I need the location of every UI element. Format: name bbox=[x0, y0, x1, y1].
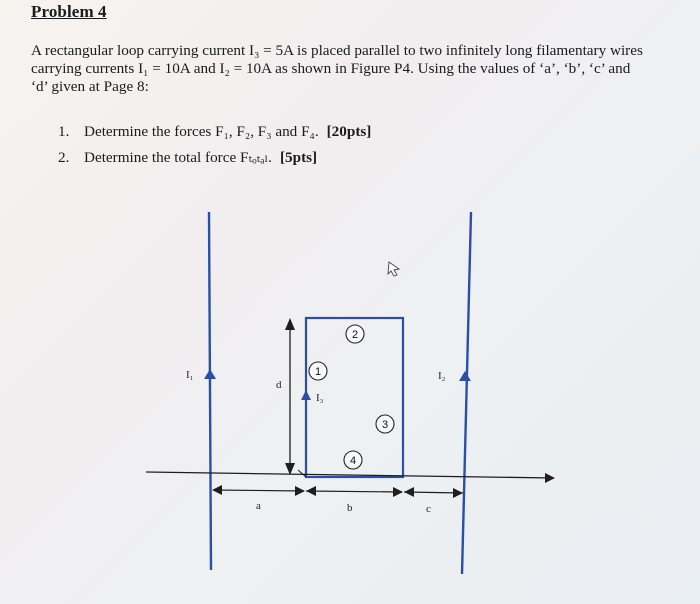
dimension-c-arrow-left bbox=[404, 487, 414, 497]
side-number-3: 3 bbox=[382, 419, 389, 431]
dimension-a-arrow-left bbox=[212, 485, 222, 495]
dimension-a-arrow-right bbox=[295, 486, 305, 496]
loop-corner-tick bbox=[298, 470, 306, 477]
task-text: Determine the forces F₁, F₂, F₃ and F₄. bbox=[84, 123, 319, 140]
dimension-d-arrow-bottom bbox=[285, 463, 295, 475]
side-number-1: 1 bbox=[315, 366, 322, 378]
label-a: a bbox=[256, 500, 261, 512]
dimension-d-arrow-top bbox=[285, 318, 295, 330]
wire-i1 bbox=[209, 212, 211, 570]
mouse-cursor-icon bbox=[388, 262, 399, 276]
label-d: d bbox=[276, 379, 282, 391]
dimension-b-arrow-right bbox=[393, 487, 403, 497]
problem-title: Problem 4 bbox=[31, 2, 107, 21]
side-number-4: 4 bbox=[350, 455, 357, 467]
dimension-c-arrow-right bbox=[453, 488, 463, 498]
current-arrow-i2 bbox=[459, 371, 471, 381]
dimension-b bbox=[306, 491, 402, 492]
statement-line-2: carrying currents I₁ = 10A and I₂ = 10A as shown in Figure P4. Using the values of ‘a’, ‘b’, ‘c’ and bbox=[31, 60, 631, 77]
current-arrow-i3 bbox=[301, 390, 311, 400]
label-i2: I₂ bbox=[438, 370, 446, 382]
baseline-arrowhead bbox=[545, 473, 555, 483]
statement-line-1: A rectangular loop carrying current I₃ = 5A is placed parallel to two infinitely long filamentary wires bbox=[31, 42, 643, 59]
label-i1: I₁ bbox=[186, 369, 194, 381]
task-points: [5pts] bbox=[279, 149, 318, 166]
label-i3: I₃ bbox=[316, 392, 324, 404]
current-arrow-i1 bbox=[204, 369, 216, 379]
side-number-2: 2 bbox=[352, 329, 359, 341]
label-c: c bbox=[426, 503, 431, 515]
statement-line-3: ‘d’ given at Page 8: bbox=[31, 78, 149, 95]
dimension-a bbox=[213, 490, 304, 491]
task-number: 2. bbox=[58, 149, 70, 166]
label-b: b bbox=[347, 502, 353, 514]
task-number: 1. bbox=[58, 123, 70, 140]
task-text: Determine the total force Fₜₒₜₐₗ. bbox=[84, 149, 272, 166]
dimension-b-arrow-left bbox=[306, 486, 316, 496]
wire-i2 bbox=[462, 212, 471, 574]
task-points: [20pts] bbox=[326, 123, 372, 140]
